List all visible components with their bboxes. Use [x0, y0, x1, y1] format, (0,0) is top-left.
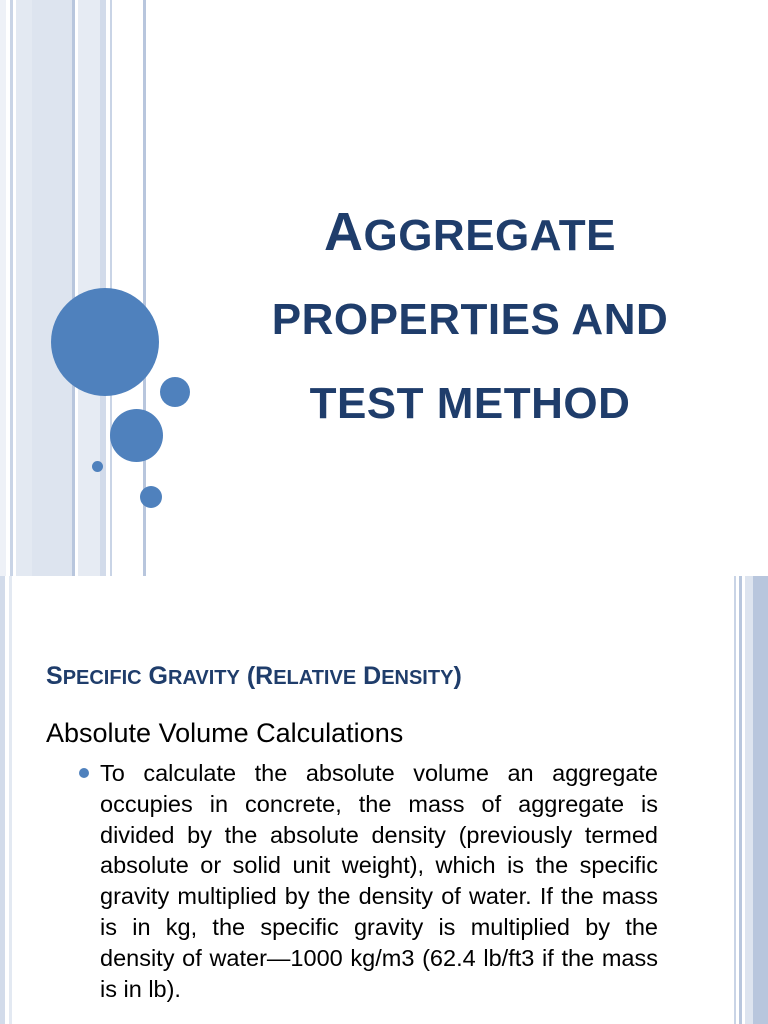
bullet-text: To calculate the absolute volume an aggregate occupies in concrete, the mass of aggregate is divided by the absolute density (previously termed absolute or solid unit weight), which is the specific gravity multiplied by the density of water. If the mass is in kg, the specific gravity is multiplied by the density of water—1000 kg/m3 (62.4 lb/ft3 if the mass is in lb).	[100, 760, 658, 1002]
title-line: AGGREGATE	[323, 202, 617, 262]
decorative-stripe	[745, 576, 753, 1024]
slide-title	[180, 192, 760, 444]
decorative-stripe	[0, 0, 6, 576]
decorative-stripe	[753, 576, 768, 1024]
decorative-stripe	[0, 576, 5, 1024]
content-title: SPECIFIC GRAVITY (RELATIVE DENSITY)	[46, 662, 462, 690]
bullet-icon	[79, 768, 89, 778]
decorative-stripe	[9, 576, 12, 1024]
decorative-stripe	[16, 0, 32, 576]
decorative-stripe	[32, 0, 72, 576]
title-line: PROPERTIES AND	[271, 295, 669, 344]
decorative-circle-medium	[110, 409, 163, 462]
decorative-stripe	[10, 0, 13, 576]
decorative-stripe	[72, 0, 75, 576]
decorative-circle-small	[140, 486, 162, 508]
decorative-circle-large	[51, 288, 159, 396]
subheading: Absolute Volume Calculations	[46, 718, 404, 748]
decorative-stripe	[734, 576, 736, 1024]
decorative-circle-tiny	[92, 461, 103, 472]
decorative-stripe	[739, 576, 742, 1024]
title-line: TEST METHOD	[309, 379, 631, 428]
